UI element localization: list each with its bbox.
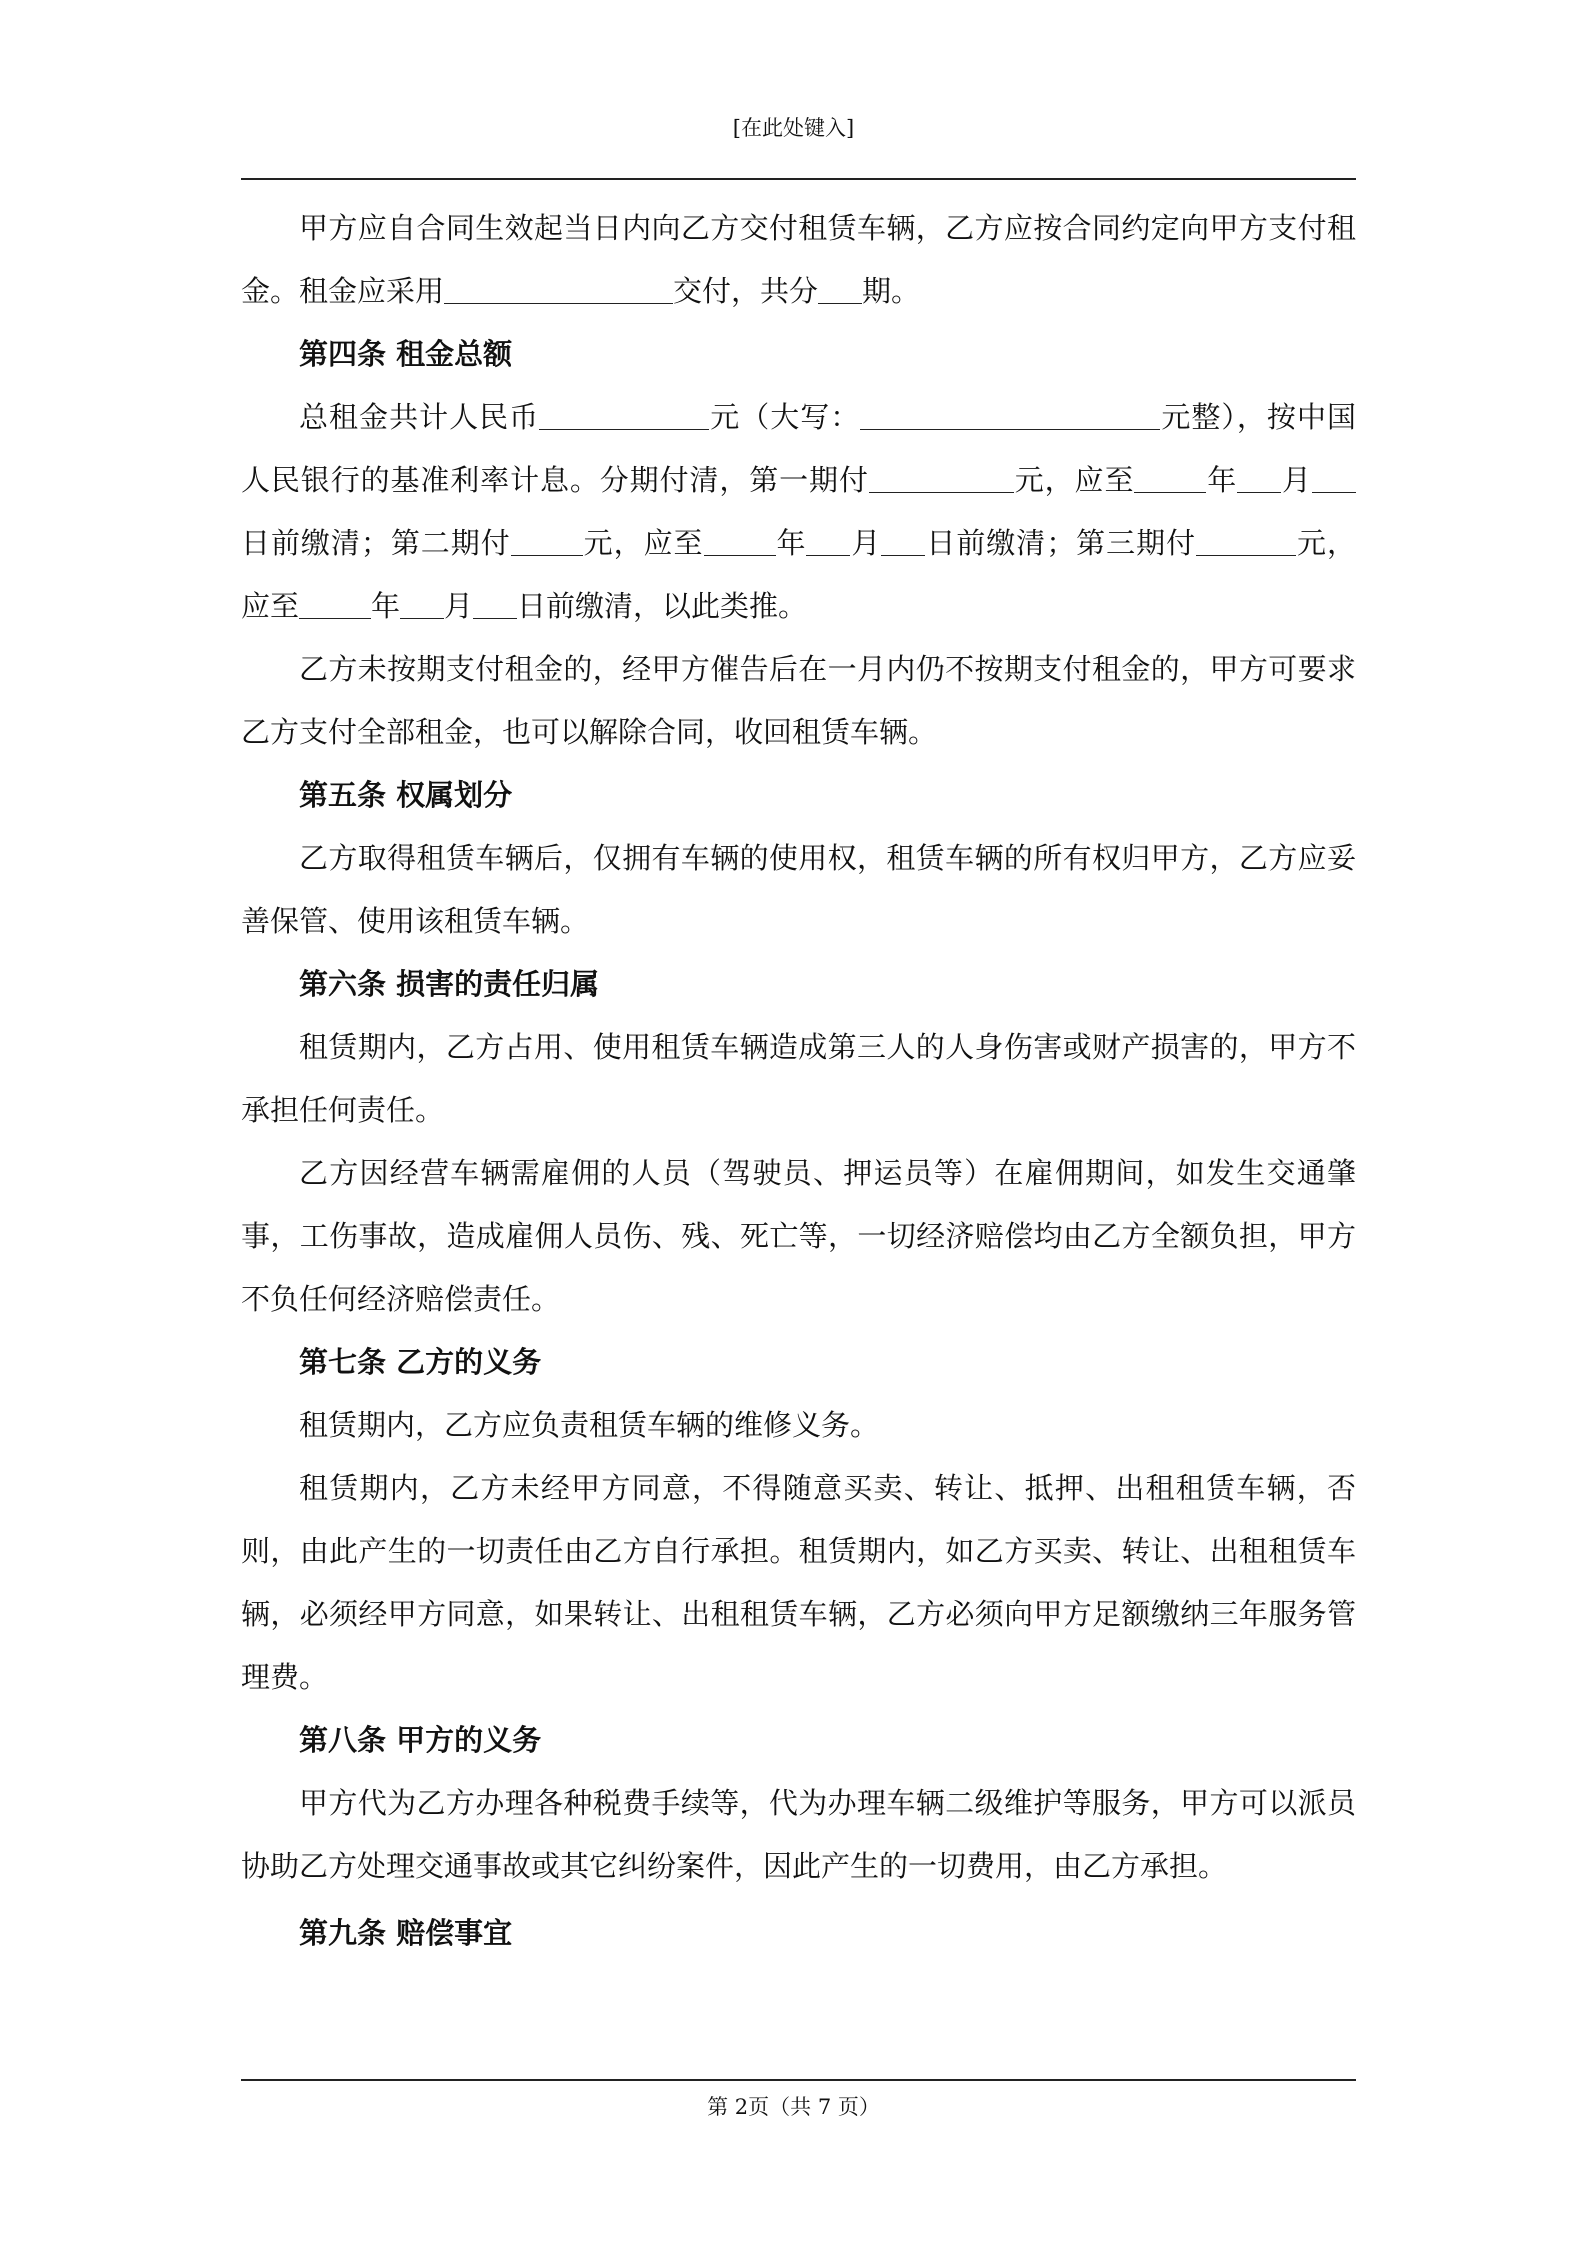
blank-line — [1196, 526, 1296, 556]
text-run: 元，应至 — [241, 526, 1356, 623]
paragraph-ownership: 乙方取得租赁车辆后，仅拥有车辆的使用权，租赁车辆的所有权归甲方，乙方应妥善保管、使用该租赁车辆。 — [241, 841, 1356, 938]
text-run: 元，应至 — [1013, 463, 1135, 497]
blank-line — [539, 400, 709, 430]
blank-line — [869, 463, 1014, 493]
text-run: 月 — [444, 589, 474, 623]
article-8-heading: 第八条 甲方的义务 — [299, 1723, 542, 1757]
blank-line — [444, 274, 673, 304]
blank-line — [1237, 463, 1281, 493]
paragraph-lessor-duties: 甲方代为乙方办理各种税费手续等，代为办理车辆二级维护等服务，甲方可以派员协助乙方处理交通事故或其它纠纷案件，因此产生的一切费用，由乙方承担。 — [241, 1786, 1356, 1883]
blank-line — [818, 274, 862, 304]
document-body — [241, 197, 1356, 1965]
page-header: [在此处键入] — [732, 116, 855, 140]
text-run: 日前缴清；第二期付 — [241, 526, 511, 560]
text-run: 年 — [775, 526, 807, 560]
paragraph-late-payment: 乙方未按期支付租金的，经甲方催告后在一月内仍不按期支付租金的，甲方可要求乙方支付全部租金，也可以解除合同，收回租赁车辆。 — [241, 652, 1356, 749]
blank-line — [806, 526, 850, 556]
text-run: 甲方应自合同生效起当日内向乙方交付租赁车辆，乙方应按合同约定向甲方支付租金。租金应采用 — [241, 211, 1356, 308]
text-run: 年 — [371, 589, 401, 623]
paragraph-delivery — [241, 197, 1356, 323]
text-run: 元（大写： — [709, 400, 861, 434]
text-run: 元整），按中国人民银行的基准利率计息。分期付清，第一期付 — [241, 400, 1356, 497]
article-5-heading: 第五条 权属划分 — [299, 778, 513, 812]
text-run: 年 — [1206, 463, 1238, 497]
text-run: 月 — [850, 526, 882, 560]
paragraph-rent-total — [241, 386, 1356, 638]
blank-line — [1312, 463, 1356, 493]
text-run: 总租金共计人民币 — [299, 400, 540, 434]
paragraph-maintenance: 租赁期内，乙方应负责租赁车辆的维修义务。 — [299, 1408, 880, 1442]
blank-line — [881, 526, 925, 556]
article-4-heading: 第四条 租金总额 — [299, 337, 513, 371]
text-run: 日前缴清；第三期付 — [925, 526, 1197, 560]
blank-line — [473, 589, 517, 619]
blank-line — [1134, 463, 1206, 493]
paragraph-employee-liability: 乙方因经营车辆需雇佣的人员（驾驶员、押运员等）在雇佣期间，如发生交通肇事，工伤事故，造成雇佣人员伤、残、死亡等，一切经济赔偿均由乙方全额负担，甲方不负任何经济赔偿责任。 — [241, 1156, 1356, 1316]
text-run: 期。 — [862, 274, 921, 308]
page-footer: 第 2页（共 7 页） — [707, 2095, 880, 2119]
article-9-heading: 第九条 赔偿事宜 — [299, 1916, 513, 1950]
paragraph-third-party-liability: 租赁期内，乙方占用、使用租赁车辆造成第三人的人身伤害或财产损害的，甲方不承担任何责任。 — [241, 1030, 1356, 1127]
blank-line — [860, 400, 1160, 430]
text-run: 元，应至 — [582, 526, 704, 560]
blank-line — [511, 526, 583, 556]
blank-line — [704, 526, 776, 556]
footer-divider — [241, 2079, 1356, 2081]
text-run: 月 — [1281, 463, 1312, 497]
header-divider — [241, 178, 1356, 180]
text-run: 日前缴清，以此类推。 — [517, 589, 808, 623]
blank-line — [299, 589, 371, 619]
article-6-heading: 第六条 损害的责任归属 — [299, 967, 600, 1001]
paragraph-transfer-restriction: 租赁期内，乙方未经甲方同意，不得随意买卖、转让、抵押、出租租赁车辆，否则，由此产生的一切责任由乙方自行承担。租赁期内，如乙方买卖、转让、出租租赁车辆，必须经甲方同意，如果转让、出租租赁车辆，乙方必须向甲方足额缴纳三年服务管理费。 — [241, 1471, 1356, 1694]
article-7-heading: 第七条 乙方的义务 — [299, 1345, 542, 1379]
blank-line — [400, 589, 444, 619]
text-run: 交付，共分 — [673, 274, 819, 308]
